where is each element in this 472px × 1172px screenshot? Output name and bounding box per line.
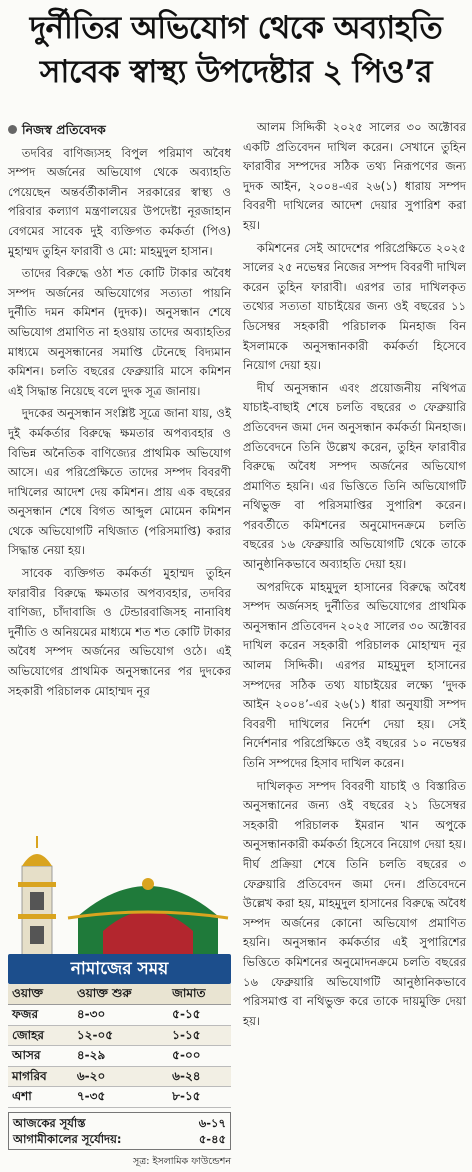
column-left-text (8, 144, 231, 702)
prayer-start: ৪-৩০ (73, 1005, 168, 1026)
prayer-table (8, 984, 231, 1108)
bullet-icon (8, 125, 17, 134)
prayer-jamat: ১-১৫ (168, 1025, 231, 1046)
column-right-text (243, 118, 466, 1031)
sunrise-label: আগামীকালের সূর্যোদয়: (13, 1131, 122, 1146)
prayer-name: জোহর (8, 1025, 73, 1046)
sunset-time: ৬-১৭ (198, 1115, 226, 1130)
article-paragraph: দীর্ঘ অনুসন্ধান এবং প্রয়োজনীয় নথিপত্র যাচাই-বাছাই শেষে চলতি বছরের ৩ ফেব্রুয়ারি প্রতিবেদন জমা দেন অনুসন্ধান কর্মকর্তা মিনহাজ। প্রতিবেদনে তিনি উল্লেখ করেন, তুহিন ফারাবীর বিরুদ্ধে অবৈধ সম্পদ অর্জনের অভিযোগ প্রমাণিত হয়নি। এর ভিত্তিতে তিনি অভিযোগটি নথিভুক্ত বা পরিসমাপ্তির সুপারিশ করেন। পরবর্তীতে কমিশনের অনুমোদনক্রমে চলতি বছরের ১৬ ফেব্রুয়ারি অভিযোগটি থেকে তাকে আনুষ্ঠানিকভাবে অব্যাহতি দেয়া হয়। (243, 380, 466, 572)
headline-line-1: দুর্নীতির অভিযোগ থেকে অব্যাহতি (29, 10, 443, 46)
newspaper-clipping (0, 6, 472, 1167)
article-paragraph: কমিশনের সেই আদেশের পরিপ্রেক্ষিতে ২০২৫ সালের ২৫ নভেম্বর নিজের সম্পদ বিবরণী দাখিল করেন তুহিন ফারাবী। এরপর তার দাখিলকৃত তথ্যের সত্যতা যাচাইয়ের জন্য ওই বছরের ১১ ডিসেম্বর সহকারী পরিচালক মিনহাজ বিন ইসলামকে অনুসন্ধানকারী কর্মকর্তা হিসেবে নিয়োগ দেয়া হয়। (243, 240, 466, 373)
sun-times (8, 1112, 231, 1150)
article-paragraph: দাখিলকৃত সম্পদ বিবরণী যাচাই ও বিস্তারিত অনুসন্ধানের জন্য ওই বছরের ২১ ডিসেম্বর সহকারী পরিচালক ইমরান খান অপুকে অনুসন্ধানকারী কর্মকর্তা হিসেবে নিয়োগ দেয়া হয়। দীর্ঘ প্রক্রিয়া শেষে তিনি চলতি বছরের ৩ ফেব্রুয়ারি প্রতিবেদন জমা দেন। প্রতিবেদনে উল্লেখ করা হয়, মাহমুদুল হাসানের বিরুদ্ধে অবৈধ সম্পদ অর্জনের কোনো অভিযোগ প্রমাণিত হয়নি। অনুসন্ধান কর্মকর্তার এই সুপারিশের ভিত্তিতে কমিশনের অনুমোদনক্রমে চলতি বছরের ১৬ ফেব্রুয়ারি অভিযোগটি আনুষ্ঠানিকভাবে পরিসমাপ্ত বা নথিভুক্ত করে তাকে দায়মুক্তি দেয়া হয়। (243, 778, 466, 1028)
article-paragraph: তদবির বাণিজ্যসহ বিপুল পরিমাণ অবৈধ সম্পদ অর্জনের অভিযোগ থেকে অব্যাহতি পেয়েছেন অন্তর্বর্তীকালীন সরকারের স্বাস্থ্য ও পরিবার কল্যাণ মন্ত্রণালয়ের উপদেষ্টা নূরজাহান বেগমের সাবেক দুই ব্যক্তিগত কর্মকর্তা (পিও) মুহাম্মদ তুহিন ফারাবী ও মো: মাহমুদুল হাসান। (8, 145, 231, 258)
table-row (8, 1046, 231, 1067)
sun-labels (13, 1115, 121, 1147)
prayer-start: ৬-২০ (73, 1066, 168, 1087)
prayer-name: আসর (8, 1046, 73, 1067)
table-row (8, 1087, 231, 1108)
article-paragraph: আলম সিদ্দিকী ২০২৫ সালের ৩০ অক্টোবর একটি প্রতিবেদন দাখিল করেন। সেখানে তুহিন ফারাবীর সম্পদের সঠিক তথ্য নিরূপণের জন্য দুদক আইন, ২০০৪-এর ২৬(১) ধারায় সম্পদ বিবরণী দাখিলের আদেশ দেয়ার সুপারিশ করা হয়। (243, 120, 466, 232)
mosque-illustration (8, 836, 231, 958)
prayer-name: এশা (8, 1087, 73, 1108)
column-right (243, 118, 466, 1144)
byline-text: নিজস্ব প্রতিবেদক (22, 122, 106, 137)
prayer-name: মাগরিব (8, 1066, 73, 1087)
col-header-waqt: ওয়াক্ত (8, 984, 73, 1005)
column-left (8, 118, 231, 1167)
sunset-label: আজকের সূর্যাস্ত (13, 1115, 86, 1130)
article-paragraph: অপরদিকে মাহমুদুল হাসানের বিরুদ্ধে অবৈধ সম্পদ অর্জনসহ দুর্নীতির অভিযোগের প্রাথমিক অনুসন্ধান প্রতিবেদন ২০২৫ সালের ৩০ অক্টোবর দাখিল করেন সহকারী পরিচালক মোহাম্মদ নূর আলম সিদ্দিকী। এরপর মাহমুদুল হাসানের সম্পদের সঠিক তথ্য যাচাইয়ের লক্ষ্যে ‘দুদক আইন ২০০৪’-এর ২৬(১) ধারা অনুযায়ী সম্পদ বিবরণী দাখিলের নির্দেশ দেয়া হয়। সেই নির্দেশনার পরিপ্রেক্ষিতে ওই বছরের ১০ নভেম্বর তিনি সম্পদের হিসাব দাখিল করেন। (243, 579, 466, 770)
prayer-jamat: ৫-০০ (168, 1046, 231, 1067)
article-body (8, 118, 466, 1167)
article-paragraph: দুদকের অনুসন্ধান সংশ্লিষ্ট সূত্রে জানা যায়, ওই দুই কর্মকর্তার বিরুদ্ধে ক্ষমতার অপব্যবহার ও বিভিন্ন অনৈতিক বাণিজ্যের প্রাথমিক অভিযোগ আসে। এর পরিপ্রেক্ষিতে তাদের সম্পদ বিবরণী দাখিলের আদেশ দেয় কমিশন। প্রায় এক বছরের অনুসন্ধান শেষে বিগত আব্দুল মোমেন কমিশন থেকে অভিযোগটি নথিজাত (পরিসমাপ্তি) করার সিদ্ধান্ত নেয়া হয়। (8, 406, 231, 558)
article-paragraph: তাদের বিরুদ্ধে ওঠা শত কোটি টাকার অবৈধ সম্পদ অর্জনের অভিযোগের সত্যতা পায়নি দুর্নীতি দমন কমিশন (দুদক)। অনুসন্ধান শেষে অভিযোগ প্রমাণিত না হওয়ায় তাদের অব্যাহতির মাধ্যমে অনুসন্ধানের সমাপ্তি টেনেছে বিদ্যমান কমিশন। চলতি বছরের ফেব্রুয়ারি মাসে কমিশন এই সিদ্ধান্ত নিয়েছে বলে দুদক সূত্র জানায়। (8, 266, 231, 398)
table-row (8, 1005, 231, 1026)
prayer-jamat: ৫-১৫ (168, 1005, 231, 1026)
byline (8, 120, 231, 140)
prayer-start: ১২-০৫ (73, 1025, 168, 1046)
prayer-table-header (8, 984, 231, 1005)
prayer-title: নামাজের সময় (8, 954, 231, 984)
sun-values (199, 1115, 226, 1147)
headline (0, 6, 472, 94)
col-header-jamat: জামাত (168, 984, 231, 1005)
source-note: সূত্র: ইসলামিক ফাউন্ডেশন (133, 1155, 231, 1167)
prayer-jamat: ৮-১৫ (168, 1087, 231, 1108)
prayer-jamat: ৬-২৪ (168, 1066, 231, 1087)
prayer-start: ৭-৩৫ (73, 1087, 168, 1108)
headline-line-2: সাবেক স্বাস্থ্য উপদেষ্টার ২ পিও’র (39, 54, 433, 90)
table-row (8, 1066, 231, 1087)
table-row (8, 1025, 231, 1046)
sunrise-time: ৫-৪৫ (198, 1131, 226, 1146)
prayer-times-box (8, 954, 231, 1172)
article-paragraph: সাবেক ব্যক্তিগত কর্মকর্তা মুহাম্মদ তুহিন ফারাবীর বিরুদ্ধে ক্ষমতার অপব্যবহার, তদবির বাণিজ্য, চাঁদাবাজি ও টেন্ডারবাজিসহ নানাবিধ দুর্নীতি ও অনিয়মের মাধ্যমে শত শত কোটি টাকার অবৈধ সম্পদ অর্জনের অভিযোগ ওঠে। এই অভিযোগের প্রাথমিক অনুসন্ধানের পর দুদকের সহকারী পরিচালক মোহাম্মদ নূর (8, 566, 231, 698)
prayer-name: ফজর (8, 1005, 73, 1026)
col-header-start: ওয়াক্ত শুরু (73, 984, 168, 1005)
prayer-start: ৪-২৯ (73, 1046, 168, 1067)
